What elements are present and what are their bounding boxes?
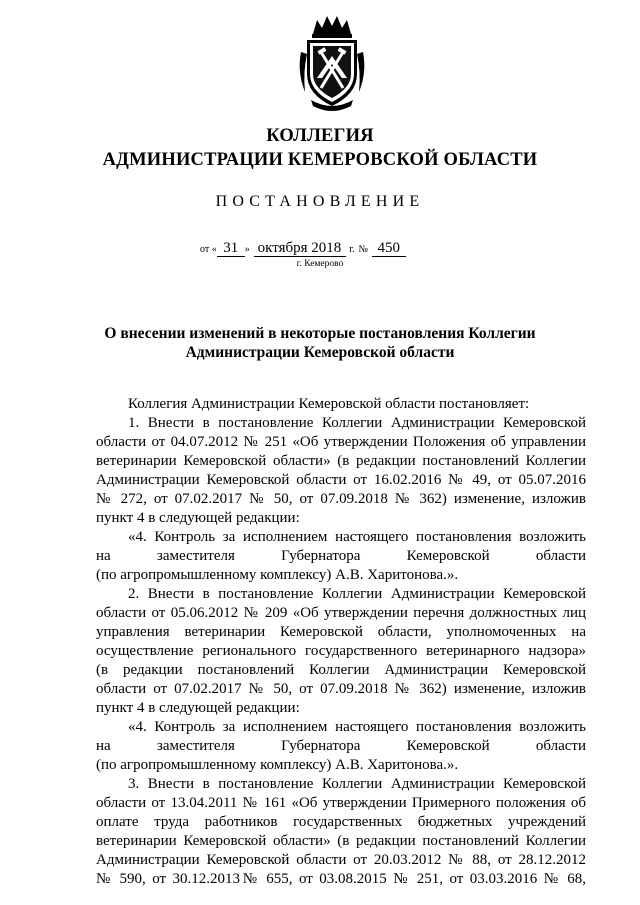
- document-type: ПОСТАНОВЛЕНИЕ: [215, 193, 425, 210]
- body-text-line: области от 04.07.2012 № 251 «Об утверждении Положения об управлении: [96, 434, 586, 450]
- body-text-line: ветеринарии Кемеровской области» (в редакции постановлений Коллегии: [96, 453, 586, 469]
- body-text-line: (по агропромышленному комплексу) А.В. Харитонова.».: [96, 757, 459, 773]
- body-text-line: пункт 4 в следующей редакции:: [96, 700, 300, 716]
- body-text-line: «4. Контроль за исполнением настоящего постановления возложить: [128, 719, 586, 735]
- body-text-line: ветеринарии Кемеровской области» (в редакции постановлений Коллегии: [96, 833, 586, 849]
- body-text-line: (по агропромышленному комплексу) А.В. Харитонова.».: [96, 567, 459, 583]
- body-text-line: осуществление регионального государственного ветеринарного надзора»: [96, 643, 586, 659]
- decree-number: 450: [372, 241, 406, 257]
- body-text-line: области от 05.06.2012 № 209 «Об утверждении перечня должностных лиц: [96, 605, 586, 621]
- body-text-line: области от 07.02.2017 № 50, от 07.09.2018 № 362) изменение, изложив: [96, 681, 586, 697]
- body-text-line: «4. Контроль за исполнением настоящего постановления возложить: [128, 529, 586, 545]
- body-text-line: № 272, от 07.02.2017 № 50, от 07.09.2018 № 362) изменение, изложив: [96, 491, 586, 507]
- city-label: г. Кемерово: [296, 259, 344, 269]
- document-body: [96, 395, 586, 889]
- body-text-line: Администрации Кемеровской области от 20.03.2012 № 88, от 28.12.2012: [96, 852, 586, 868]
- body-text-line: на заместителя Губернатора Кемеровской области: [96, 548, 586, 564]
- organization-title-line2: АДМИНИСТРАЦИИ КЕМЕРОВСКОЙ ОБЛАСТИ: [102, 150, 538, 170]
- date-year-suffix: г.: [349, 244, 355, 255]
- number-sign: №: [358, 244, 369, 255]
- date-from-label: от «: [200, 244, 217, 255]
- date-quote-close: »: [244, 244, 250, 255]
- body-text-line: 2. Внести в постановление Коллегии Администрации Кемеровской: [128, 586, 586, 602]
- body-text-line: на заместителя Губернатора Кемеровской области: [96, 738, 586, 754]
- date-number-line: [200, 240, 530, 257]
- body-text-line: Коллегия Администрации Кемеровской области постановляет:: [128, 396, 530, 412]
- date-day: 31: [217, 241, 245, 257]
- body-text-line: № 590, от 30.12.2013№ 655, от 03.08.2015 № 251, от 03.03.2016 № 68,: [96, 871, 586, 887]
- document-title: [80, 324, 560, 362]
- document-title-line1: О внесении изменений в некоторые постановления Коллегии: [104, 325, 536, 342]
- body-text-line: 1. Внести в постановление Коллегии Администрации Кемеровской: [128, 415, 586, 431]
- date-month-year: октября 2018: [254, 241, 346, 257]
- body-text-line: области от 13.04.2011 № 161 «Об утверждении Примерного положения об: [96, 795, 586, 811]
- body-text-line: 3. Внести в постановление Коллегии Администрации Кемеровской: [128, 776, 586, 792]
- body-text-line: оплате труда работников государственных бюджетных учреждений: [96, 814, 586, 830]
- body-text-line: пункт 4 в следующей редакции:: [96, 510, 300, 526]
- body-text-line: (в редакции постановлений Коллегии Администрации Кемеровской: [96, 662, 586, 678]
- document-title-line2: Администрации Кемеровской области: [185, 344, 455, 361]
- body-text-line: управления ветеринарии Кемеровской области, уполномоченных на: [96, 624, 586, 640]
- coat-of-arms-emblem: [291, 12, 373, 112]
- body-text-line: Администрации Кемеровской области от 16.02.2016 № 49, от 05.07.2016: [96, 472, 586, 488]
- organization-title-line1: КОЛЛЕГИЯ: [266, 126, 374, 146]
